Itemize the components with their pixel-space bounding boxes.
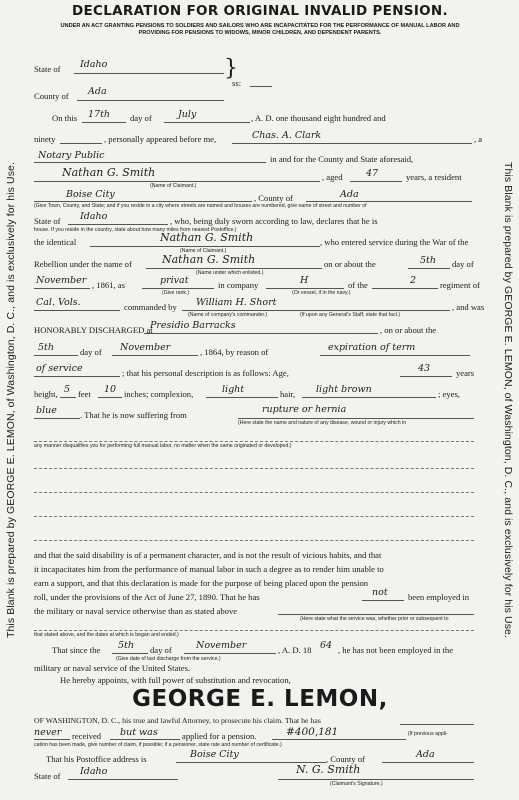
appeared-text: , personally appeared before me, — [104, 134, 217, 144]
military-text: military or naval service of the United States. — [34, 663, 191, 673]
not-employed-value: not — [372, 587, 388, 598]
honorably-discharged-text: HONORABLY DISCHARGED at — [34, 325, 153, 335]
disability-value: rupture or hernia — [262, 404, 347, 415]
feet-text: feet — [78, 389, 91, 399]
residence-state-value: Idaho — [80, 211, 108, 222]
age-line — [350, 181, 402, 182]
prior-label: (If previous appli- — [408, 731, 448, 737]
body-line-4b: been employed in — [408, 592, 470, 602]
enlisted-name-value: Nathan G. Smith — [162, 253, 256, 266]
description-text: ; that his personal description is as follows: Age, — [122, 368, 289, 378]
company-line — [266, 288, 344, 289]
po-state-of-text: State of — [34, 771, 61, 781]
discharge-reason-value: expiration of term — [328, 342, 416, 353]
declaration-day-value: 17th — [88, 109, 111, 120]
regiment-number-value: 2 — [410, 275, 417, 286]
disability-line — [238, 418, 474, 419]
never-line — [34, 739, 70, 740]
residence-county-line — [306, 201, 472, 202]
complexion-line — [206, 397, 278, 398]
blank-line-2 — [34, 468, 474, 469]
stated-label: that stated above, and the dates at which is began and ended.) — [34, 632, 179, 638]
service-blank-line — [34, 630, 474, 631]
venue-brace: } — [224, 56, 238, 81]
entered-text: , who entered service during the War of the — [320, 237, 469, 247]
rank-line — [142, 288, 214, 289]
discharge-place-line — [144, 333, 378, 334]
house-label: house. If you reside in the country, state about how many miles from nearest Postoffice.) — [34, 227, 237, 233]
body-line-3: earn a support, and that this declaration is made for the purpose of being placed upon the pension — [34, 578, 369, 588]
description-age-value: 43 — [418, 363, 431, 374]
since-text: That since the — [52, 645, 101, 655]
form-subtitle-1: UNDER AN ACT GRANTING PENSIONS TO SOLDIERS AND SAILORS WHO ARE INCAPACITATED FOR THE PERFORMANCE OF MANUAL LABOR AND — [60, 23, 460, 29]
certificate-value: #400,181 — [286, 726, 339, 738]
discharge-month-value: November — [120, 342, 171, 353]
discharge-on-or-about-text: , on or about the — [380, 325, 437, 335]
cation-label: cation has been made, give number of claim, if possible; if a pensioner, state rate and number of certificate.) — [34, 742, 282, 748]
day-of-text: day of — [130, 113, 152, 123]
duly-sworn-text: , who, being duly sworn according to law, declares that he is — [170, 216, 378, 226]
right-margin-text: This Blank is prepared by GEORGE E. LEMON, of Washington, D. C., and is exclusively for his Use. — [502, 161, 514, 639]
claimant-name-value: Nathan G. Smith — [62, 166, 156, 179]
but-was-line — [110, 739, 180, 740]
manner-label: any manner disqualifies you for performing full manual labor, no matter when the same originated or developed.) — [34, 443, 292, 449]
identical-name-value: Nathan G. Smith — [160, 231, 254, 244]
ninety-line — [60, 143, 102, 144]
identical-line — [90, 246, 320, 247]
officer-line — [232, 143, 472, 144]
discharge-day-of-text: day of — [80, 347, 102, 357]
blank-line-3 — [34, 492, 474, 493]
state-line — [68, 224, 168, 225]
venue-state-value: Idaho — [80, 59, 108, 70]
reason-line-2 — [34, 376, 120, 377]
service-line — [278, 614, 474, 615]
enlist-month-line — [34, 288, 90, 289]
signature-line — [278, 779, 474, 780]
but-was-value: but was — [120, 727, 158, 738]
residence-county-value: Ada — [340, 189, 359, 200]
blank-line-1 — [34, 441, 474, 442]
on-or-about-text: on or about the — [324, 259, 376, 269]
regiment-line — [34, 310, 120, 311]
eyes-line — [34, 418, 80, 419]
eyes-value: blue — [36, 405, 57, 416]
body-line-1: and that the said disability is of a permanent character, and is not the result of vicious habits, and that — [34, 550, 382, 560]
residence-value: Boise City — [66, 189, 115, 200]
blank-line-5 — [34, 540, 474, 541]
since-month-value: November — [196, 640, 247, 651]
since-ad-text: , A. D. 18 — [278, 645, 312, 655]
certificate-line — [272, 739, 406, 740]
postoffice-text: That his Postoffice address is — [46, 754, 147, 764]
body-line-4: roll, under the provisions of the Act of June 27, 1890. That he has — [34, 592, 260, 602]
po-county-of-text: , County of — [326, 754, 365, 764]
commander-value: William H. Short — [196, 297, 277, 308]
since-month-line — [184, 653, 276, 654]
regiment-of-text: regiment of — [440, 280, 480, 290]
discharge-day-value: 5th — [38, 342, 54, 353]
since-day-line — [112, 653, 148, 654]
service-label: (Here state what the service was, whether prior or subsequent to — [300, 616, 449, 622]
town-label: (Give Town, County, and State; and if you reside in a city where streets are named and houses are numbered, give name of street and number of — [34, 203, 367, 209]
disease-label: (Here state the name and nature of any disease, wound or injury which in — [238, 420, 407, 426]
hair-value: light brown — [316, 384, 372, 395]
not-line — [362, 600, 404, 601]
enlisted-label: (Name under which enlisted.) — [196, 270, 264, 276]
month-line — [164, 122, 250, 123]
ninety-text: ninety — [34, 134, 56, 144]
years-resident-text: years, a resident — [406, 172, 462, 182]
complexion-text: inches; complexion, — [124, 389, 194, 399]
since-year-value: 64 — [320, 640, 333, 651]
date-label: (Give date of last discharge from the service.) — [116, 656, 221, 662]
not-employed-text: , he has not been employed in the — [338, 645, 454, 655]
discharge-month-line — [112, 355, 198, 356]
washington-text: OF WASHINGTON, D. C., his true and lawful Attorney, to prosecute his claim. That he has — [34, 716, 321, 725]
hair-line — [302, 397, 436, 398]
body-line-5: the military or naval service otherwise than as stated above — [34, 606, 238, 616]
since-day-of-text: day of — [150, 645, 172, 655]
rank-value: privat — [160, 275, 189, 286]
po-state-line — [68, 779, 178, 780]
company-value: H — [300, 275, 309, 286]
county-of-text: , County of — [254, 193, 293, 203]
form-title: DECLARATION FOR ORIGINAL INVALID PENSION. — [72, 3, 448, 19]
reason-line — [320, 355, 470, 356]
claimant-label-2: (Name of Claimant.) — [180, 248, 227, 254]
day-of-2-text: day of — [452, 259, 474, 269]
venue-county-line — [77, 100, 224, 101]
rebellion-text: Rebellion under the name of — [34, 259, 132, 269]
rank-label: (Give rank.) — [162, 290, 190, 296]
years-text: years — [456, 368, 475, 378]
discharge-day-line — [34, 355, 78, 356]
height-text: height, — [34, 389, 58, 399]
body-line-2: it incapacitates him from the performance of manual labor in such a degree as to render him unable to — [34, 564, 384, 574]
claimant-label: (Name of Claimant.) — [150, 183, 197, 189]
aged-text: , aged — [322, 172, 343, 182]
feet-line — [60, 397, 76, 398]
applied-text: applied for a pension. — [182, 731, 257, 741]
on-this-text: On this — [52, 113, 78, 123]
in-and-for-text: in and for the County and State aforesaid, — [270, 154, 414, 164]
discharge-year-text: , 1864, by reason of — [200, 347, 269, 357]
blank-line-4 — [34, 516, 474, 517]
commanded-by-text: commanded by — [124, 302, 177, 312]
enlist-day-line — [408, 268, 450, 269]
of-the-text: of the — [348, 280, 368, 290]
state-of-text: State of — [34, 216, 61, 226]
height-feet-value: 5 — [64, 384, 71, 395]
since-day-value: 5th — [118, 640, 134, 651]
prior-line — [400, 724, 474, 725]
comma-a-text: , a — [474, 134, 483, 144]
po-county-line — [382, 762, 474, 763]
left-margin-text: This Blank is prepared by GEORGE E. LEMON, of Washington, D. C., and is exclusively for his Use. — [5, 161, 17, 639]
appoints-text: He hereby appoints, with full power of substitution and revocation, — [60, 675, 291, 685]
and-was-text: , and was — [452, 302, 485, 312]
enlist-day-value: 5th — [420, 255, 436, 266]
venue-state-line — [74, 73, 224, 74]
received-text: received — [72, 731, 102, 741]
ss-line — [250, 86, 272, 87]
enlist-month-value: November — [36, 275, 87, 286]
commander-label: (Name of company's commander.) — [188, 312, 268, 318]
po-county-value: Ada — [416, 749, 435, 760]
po-state-value: Idaho — [80, 766, 108, 777]
officer-title-value: Notary Public — [38, 150, 105, 161]
county-label: County of — [34, 91, 69, 101]
vessel-label: (Or vessel, if in the navy.) — [292, 290, 351, 296]
declaration-month-value: July — [178, 109, 197, 120]
signature-label: (Claimant's Signature.) — [330, 781, 383, 787]
officer-title-line — [34, 162, 266, 163]
regiment-number-line — [372, 288, 438, 289]
ad-text: , A. D. one thousand eight hundred and — [251, 113, 386, 123]
day-line — [82, 122, 126, 123]
eyes-text: ; eyes, — [438, 389, 460, 399]
claimant-age-value: 47 — [366, 168, 379, 179]
height-inches-value: 10 — [104, 384, 117, 395]
form-subtitle-2: PROVIDING FOR PENSIONS TO WIDOWS, MINOR CHILDREN, AND DEPENDENT PARENTS. — [138, 30, 382, 36]
state-label: State of — [34, 64, 61, 74]
complexion-value: light — [222, 384, 245, 395]
staff-label: (If upon any General's Staff, state that fact.) — [300, 312, 401, 318]
officer-name-value: Chas. A. Clark — [252, 130, 322, 141]
in-company-text: in company — [218, 280, 259, 290]
ss-label: ss: — [232, 78, 242, 88]
attorney-name: GEORGE E. LEMON, — [132, 686, 388, 712]
enlisted-name-line — [146, 268, 322, 269]
discharge-reason-value-2: of service — [36, 363, 83, 374]
description-age-line — [400, 376, 452, 377]
discharge-place-value: Presidio Barracks — [150, 320, 236, 331]
regiment-value: Cal. Vols. — [36, 297, 81, 308]
claimant-signature: N. G. Smith — [296, 763, 361, 776]
inches-line — [98, 397, 122, 398]
postoffice-value: Boise City — [190, 749, 239, 760]
identical-text: the identical — [34, 237, 77, 247]
hair-text: hair, — [280, 389, 296, 399]
commander-line — [182, 310, 450, 311]
venue-county-value: Ada — [88, 86, 107, 97]
residence-line — [34, 201, 252, 202]
suffering-text: . That he is now suffering from — [80, 410, 187, 420]
enlist-year-text: , 1861, as — [92, 280, 125, 290]
never-value: never — [34, 727, 62, 738]
claimant-line — [34, 181, 320, 182]
